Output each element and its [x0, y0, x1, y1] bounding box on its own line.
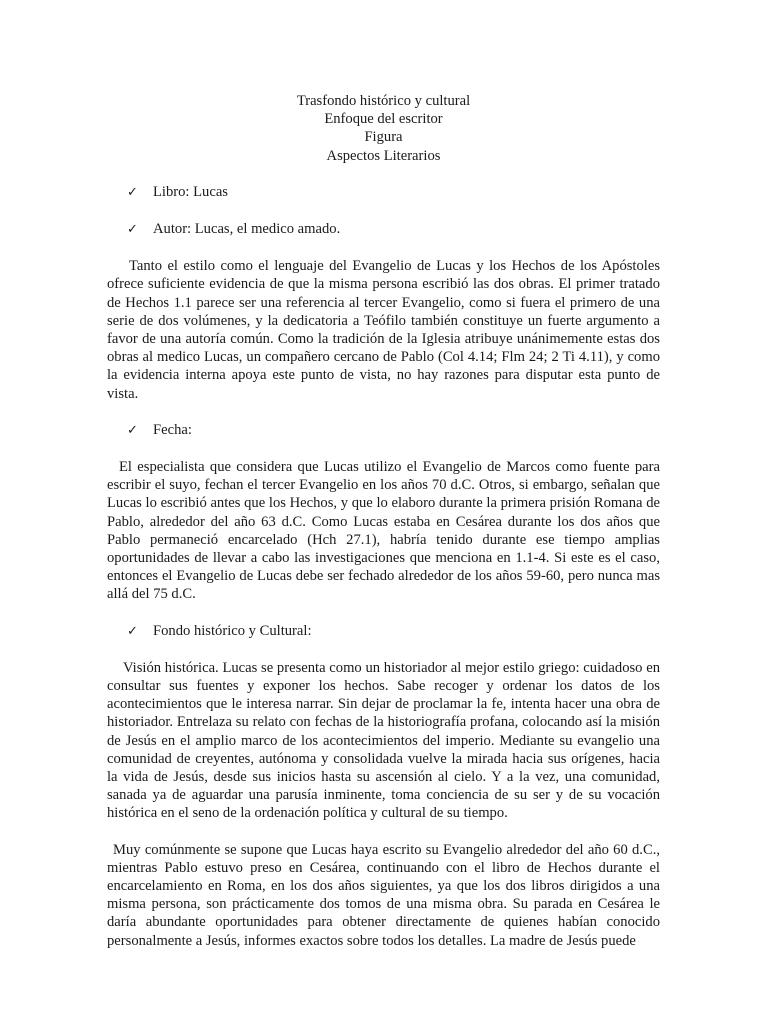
- title-line-3: Figura: [364, 129, 403, 146]
- bullet-fecha-text: Fecha:: [153, 421, 192, 438]
- title-line-4: Aspectos Literarios: [326, 147, 441, 164]
- bullet-fecha: [127, 421, 660, 440]
- paragraph-composition: Muy comúnmente se supone que Lucas haya escrito su Evangelio alrededor del año 60 d.C., mientras Pablo estuvo preso en Cesárea, continuando con el libro de Hechos durante el encarcelamiento en Roma, en los dos años siguientes, ya que los dos libros dirigidos a una misma persona, son prácticamente dos tomos de una misma obra. Su parada en Cesárea le daría abundante oportunidades para obtener directamente de quienes habían conocido personalmente a Jesús, informes exactos sobre todos los detalles. La madre de Jesús puede: [107, 841, 660, 949]
- checkmark-icon: ✓: [127, 221, 138, 237]
- paragraph-historical-vision: Visión histórica. Lucas se presenta como un historiador al mejor estilo griego: cuidadoso en consultar sus fuentes y exponer los hechos. Sabe recoger y ordenar los datos de los acontecimientos que le interesa narrar. Sin dejar de proclamar la fe, intenta hacer una obra de historiador. Entrelaza su relato con fechas de la historiografía profana, colocando así la misión de Jesús en el amplio marco de los acontecimientos del imperio. Mediante su evangelio una comunidad de creyentes, autónoma y consolidada vuelve la mirada hacia sus orígenes, hacia la vida de Jesús, desde sus inicios hasta su ascensión al cielo. Y a la vez, una comunidad, sanada ya de aguardar una parusía inminente, toma conciencia de su ser y de su vocación histórica en el seno de la ordenación política y cultural de su tiempo.: [107, 659, 660, 822]
- title-line-2: Enfoque del escritor: [324, 111, 443, 128]
- bullet-autor: [127, 220, 660, 239]
- bullet-libro: [127, 183, 660, 202]
- paragraph-date: El especialista que considera que Lucas utilizo el Evangelio de Marcos como fuente para escribir el suyo, fechan el tercer Evangelio en los años 70 d.C. Otros, si embargo, señalan que Lucas lo escribió antes que los Hechos, y que lo elaboro durante la primera prisión Romana de Pablo, alrededor del año 63 d.C. Como Lucas estaba en Cesárea durante los dos años que Pablo permaneció encarcelado (Hch 27.1), habría tenido durante ese tiempo amplias oportunidades de llevar a cabo las investigaciones que menciona en 1.1-4. Si este es el caso, entonces el Evangelio de Lucas debe ser fechado alrededor de los años 59-60, pero nunca mas allá del 75 d.C.: [107, 458, 660, 603]
- title-line-1: Trasfondo histórico y cultural: [296, 93, 471, 109]
- paragraph-authorship: Tanto el estilo como el lenguaje del Evangelio de Lucas y los Hechos de los Apóstoles ofrece suficiente evidencia de que la misma persona escribió las dos obras. El primer tratado de Hechos 1.1 parece ser una referencia al tercer Evangelio, como si fuera el primero de una serie de dos volúmenes, y la dedicatoria a Teófilo también constituye un fuerte argumento a favor de una autoría común. Como la tradición de la Iglesia atribuye unánimemente estas dos obras al medico Lucas, un compañero cercano de Pablo (Col 4.14; Flm 24; 2 Ti 4.11), y como la evidencia interna apoya este punto de vista, no hay razones para disputar esta punto de vista.: [107, 258, 660, 402]
- checkmark-icon: ✓: [127, 623, 138, 639]
- bullet-autor-text: Autor: Lucas, el medico amado.: [153, 220, 341, 237]
- bullet-libro-text: Libro: Lucas: [153, 183, 228, 200]
- bullet-fondo: [127, 622, 660, 641]
- title-block: [107, 92, 660, 165]
- document-page: [107, 92, 660, 968]
- checkmark-icon: ✓: [127, 184, 138, 200]
- bullet-fondo-text: Fondo histórico y Cultural:: [153, 622, 312, 639]
- checkmark-icon: ✓: [127, 422, 138, 438]
